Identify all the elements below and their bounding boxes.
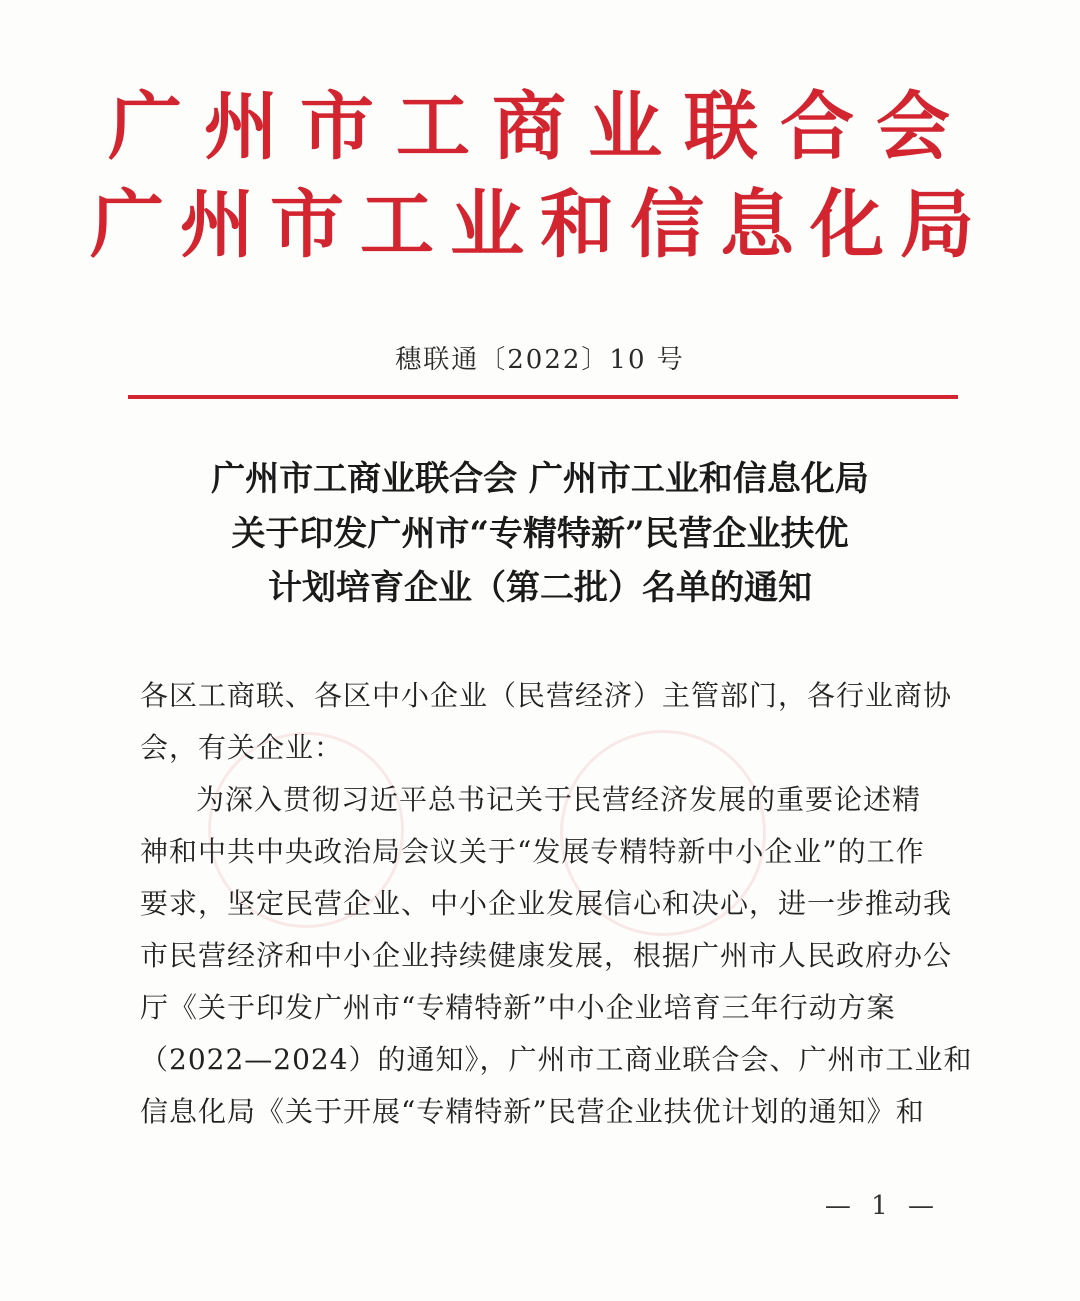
red-divider-line bbox=[128, 395, 958, 399]
body-line: 厅《关于印发广州市“专精特新”中小企业培育三年行动方案 bbox=[140, 991, 896, 1024]
body-line: 为深入贯彻习近平总书记关于民营经济发展的重要论述精 bbox=[196, 783, 922, 816]
body-line: （2022—2024）的通知》，广州市工商业联合会、广州市工业和 bbox=[140, 1043, 973, 1076]
document-title-line-3: 计划培育企业（第二批）名单的通知 bbox=[268, 568, 812, 608]
body-line: 神和中共中央政治局会议关于“发展专精特新中小企业”的工作 bbox=[140, 835, 925, 868]
body-line: 市民营经济和中小企业持续健康发展，根据广州市人民政府办公 bbox=[140, 939, 953, 972]
body-line: 信息化局《关于开展“专精特新”民营企业扶优计划的通知》和 bbox=[140, 1095, 925, 1128]
document-number: 穗联通〔2022〕10 号 bbox=[395, 345, 685, 375]
issuing-org-line-2: 广州市工业和信息化局 bbox=[90, 182, 990, 268]
page-number: — 1 — bbox=[824, 1191, 940, 1221]
body-line: 各区工商联、各区中小企业（民营经济）主管部门，各行业商协 bbox=[140, 679, 953, 712]
issuing-org-line-1: 广州市工商业联合会 bbox=[108, 84, 972, 170]
document-title-line-1: 广州市工商业联合会 广州市工业和信息化局 bbox=[211, 459, 869, 499]
body-line: 会，有关企业： bbox=[140, 731, 344, 764]
document-title-line-2: 关于印发广州市“专精特新”民营企业扶优 bbox=[231, 514, 849, 554]
body-line: 要求，坚定民营企业、中小企业发展信心和决心，进一步推动我 bbox=[140, 887, 953, 920]
